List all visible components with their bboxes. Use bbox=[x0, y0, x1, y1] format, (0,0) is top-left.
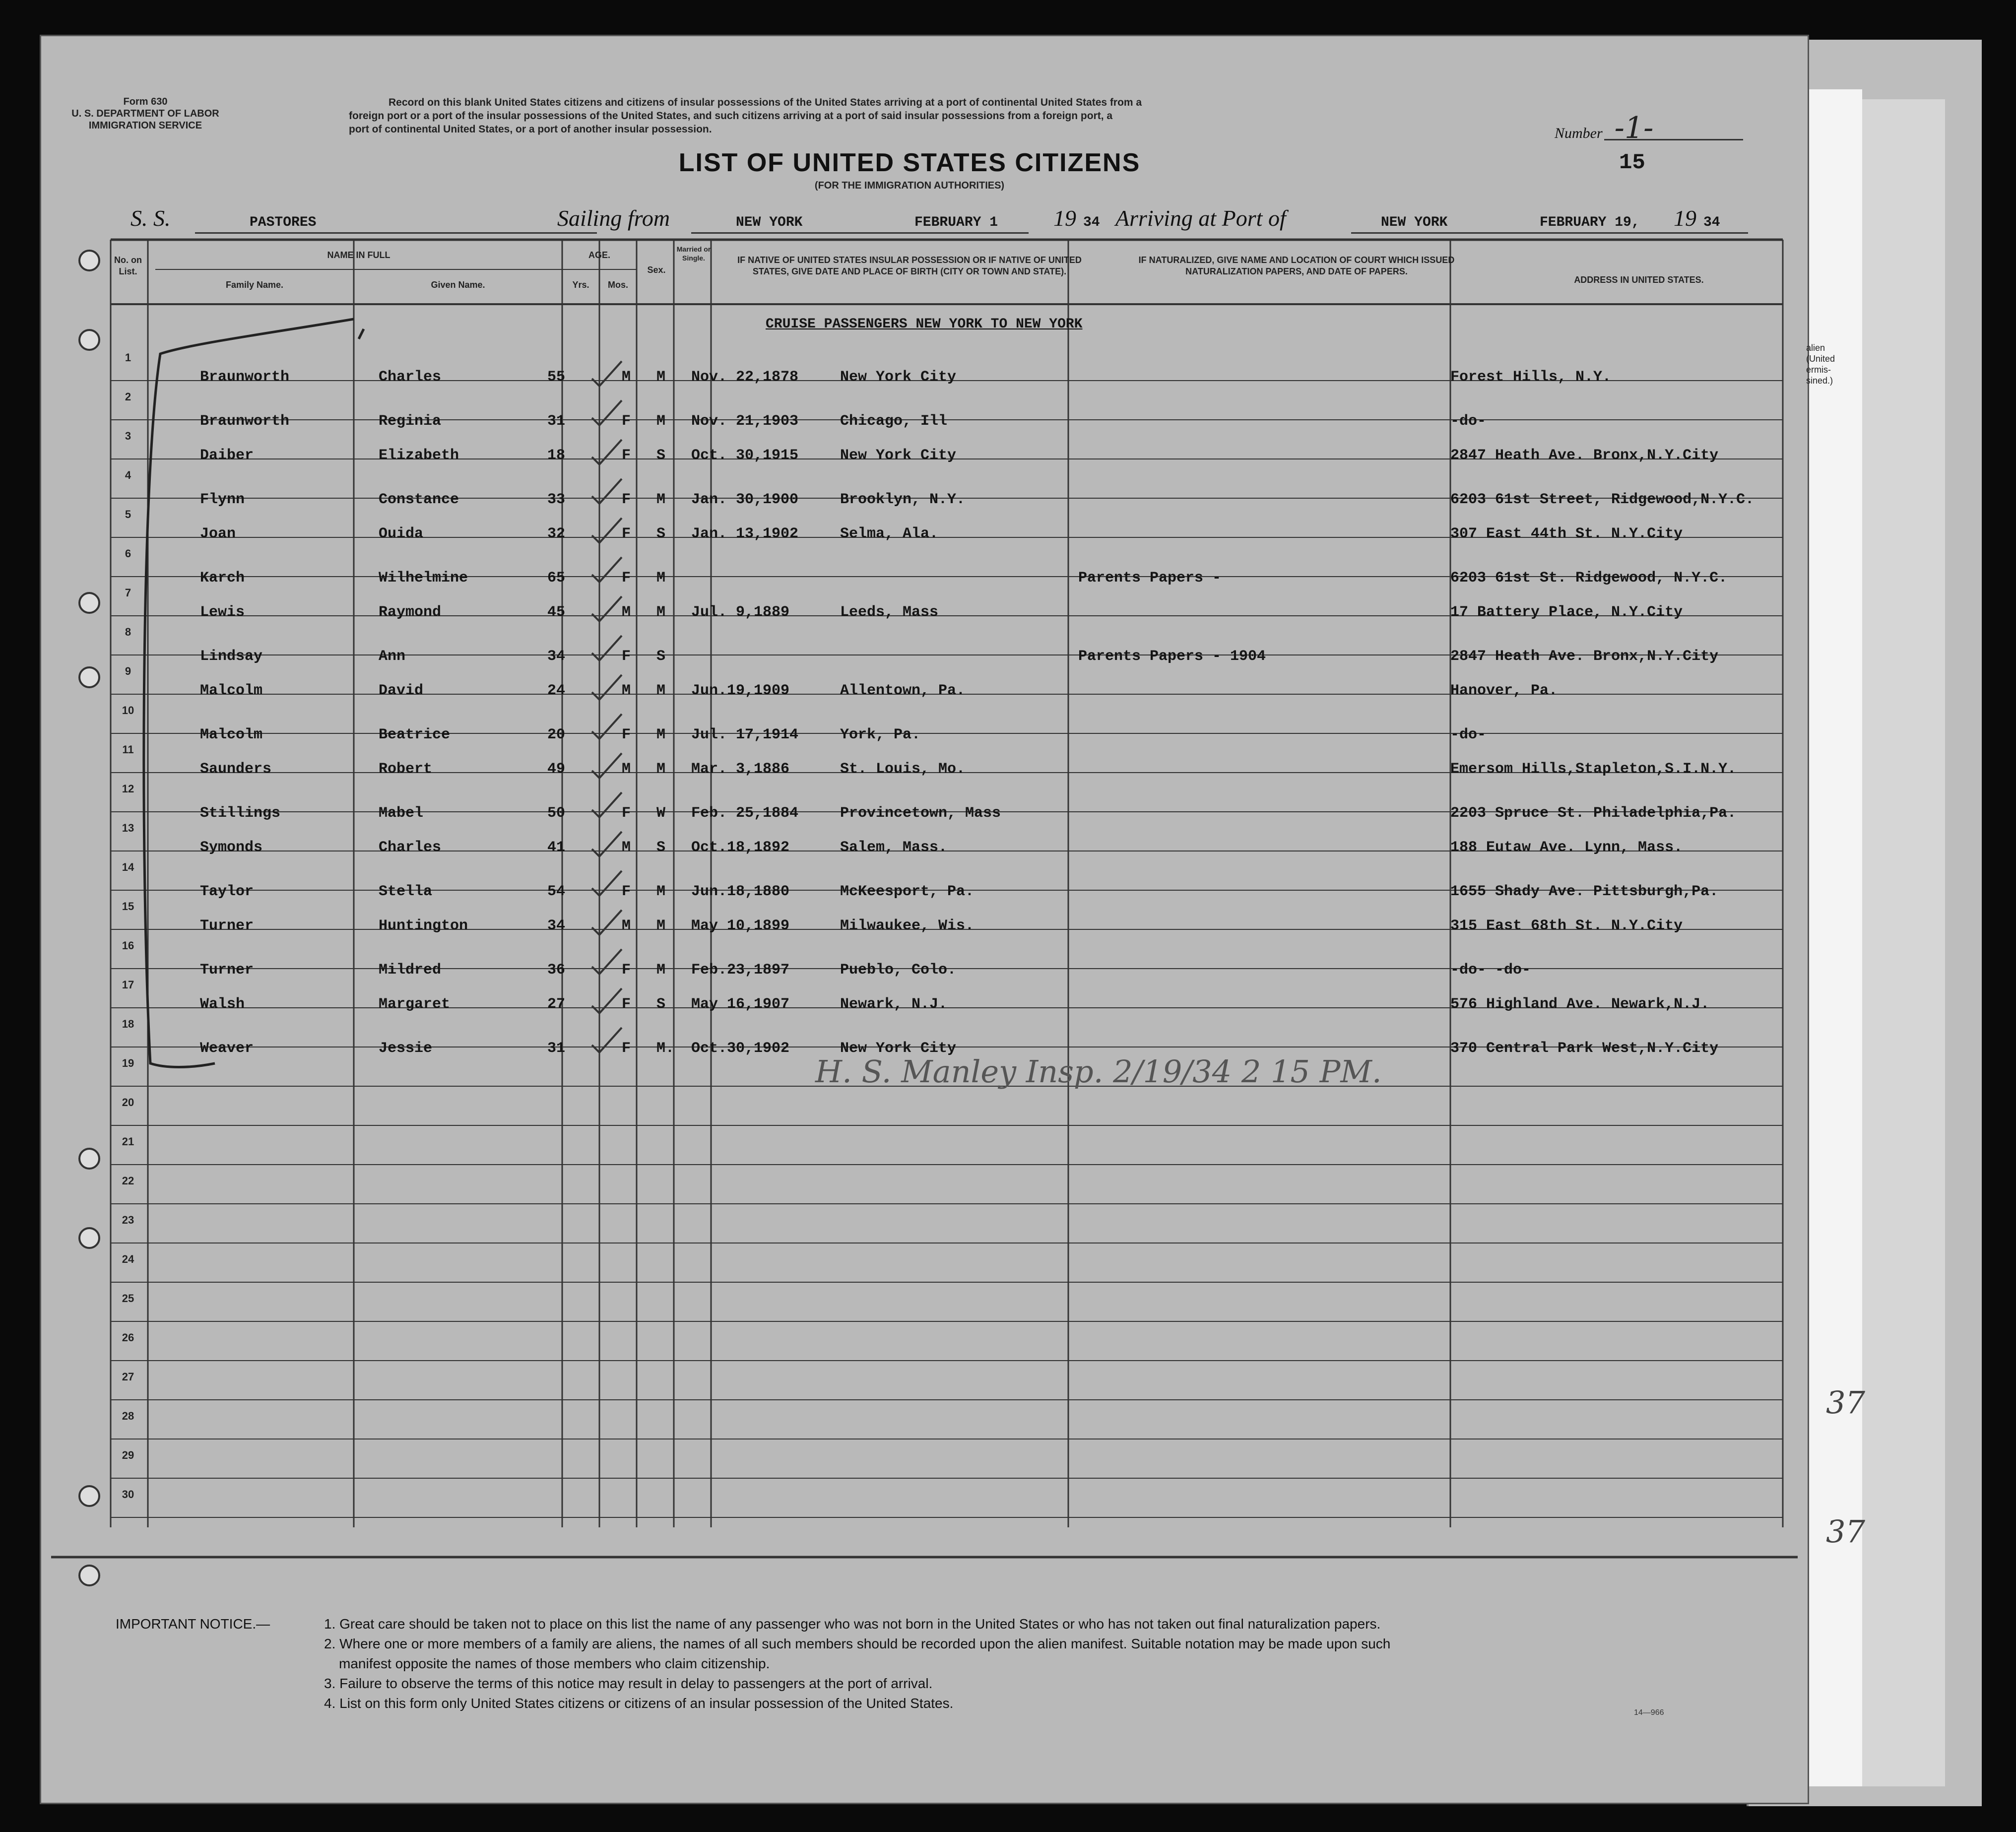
age: 54 bbox=[547, 883, 566, 900]
list-subtitle: (FOR THE IMMIGRATION AUTHORITIES) bbox=[814, 180, 1005, 191]
given-name: Huntington bbox=[379, 917, 468, 934]
age: 55 bbox=[547, 369, 566, 386]
family-name: Taylor bbox=[200, 883, 254, 900]
sex: F bbox=[622, 883, 631, 900]
col-address: ADDRESS IN UNITED STATES. bbox=[1574, 275, 1704, 285]
sex: F bbox=[622, 996, 631, 1013]
punch-hole bbox=[78, 329, 100, 351]
given-name: Mabel bbox=[379, 805, 424, 822]
sex: M bbox=[622, 604, 631, 621]
sex: M bbox=[622, 369, 631, 386]
naturalization: Parents Papers - 1904 bbox=[1078, 648, 1266, 665]
form-number: Form 630 bbox=[123, 96, 168, 107]
notice-item-3: 3. Failure to observe the terms of this notice may result in delay to passengers at the port of arrival. bbox=[324, 1676, 933, 1691]
birth-place: Provincetown, Mass bbox=[840, 805, 1001, 822]
address: -do- -do- bbox=[1450, 962, 1531, 979]
address: 2203 Spruce St. Philadelphia,Pa. bbox=[1450, 805, 1737, 822]
record-line-3: port of continental United States, or a port of another insular possession. bbox=[349, 124, 712, 135]
punch-hole bbox=[78, 1565, 100, 1586]
record-line-1: Record on this blank United States citizens and citizens of insular possessions of the United States arriving at a port of continental United States from a bbox=[389, 97, 1142, 108]
given-name: Reginia bbox=[379, 413, 442, 430]
marital-status: M bbox=[656, 570, 666, 587]
family-name: Braunworth bbox=[200, 369, 290, 386]
given-name: Jessie bbox=[379, 1040, 433, 1057]
marital-status: M bbox=[656, 962, 666, 979]
sex: F bbox=[622, 1040, 631, 1057]
birth-place: Leeds, Mass bbox=[840, 604, 939, 621]
birth-date: Jan. 30,1900 bbox=[691, 491, 799, 508]
given-name: David bbox=[379, 682, 424, 699]
row-number: 3 bbox=[125, 430, 131, 442]
sex: M bbox=[622, 682, 631, 699]
family-name: Lewis bbox=[200, 604, 245, 621]
birth-place: York, Pa. bbox=[840, 726, 921, 743]
birth-place: Salem, Mass. bbox=[840, 839, 948, 856]
sailing-date: FEBRUARY 1 bbox=[914, 215, 998, 230]
col-naturalized: IF NATURALIZED, GIVE NAME AND LOCATION OF COURT WHICH ISSUED NATURALIZATION PAPERS, AND DATE OF PAPERS. bbox=[1138, 255, 1455, 276]
birth-date: Jun.19,1909 bbox=[691, 682, 790, 699]
marital-status: S bbox=[656, 996, 666, 1013]
row-number: 1 bbox=[125, 351, 131, 364]
notice-item-1: 1. Great care should be taken not to place on this list the name of any passenger who was not born in the United States or who has not taken out final naturalization papers. bbox=[324, 1616, 1381, 1632]
row-number: 17 bbox=[122, 979, 134, 991]
address: 6203 61st Street, Ridgewood,N.Y.C. bbox=[1450, 491, 1755, 508]
birth-date: Nov. 21,1903 bbox=[691, 413, 799, 430]
address: 17 Battery Place, N.Y.City bbox=[1450, 604, 1683, 621]
family-name: Stillings bbox=[200, 805, 281, 822]
sex: F bbox=[622, 570, 631, 587]
family-name: Lindsay bbox=[200, 648, 263, 665]
age: 32 bbox=[547, 525, 566, 542]
col-mos: Mos. bbox=[607, 280, 628, 290]
age: 49 bbox=[547, 761, 566, 778]
sex: F bbox=[622, 648, 631, 665]
record-line-2: foreign port or a port of the insular possessions of the United States, and such citizens arriving at a port of said insular possessions from a foreign port, a bbox=[349, 110, 1113, 122]
birth-date: Jul. 17,1914 bbox=[691, 726, 799, 743]
row-number: 16 bbox=[122, 939, 134, 952]
row-number: 6 bbox=[125, 547, 131, 560]
marital-status: W bbox=[656, 805, 666, 822]
given-name: Ann bbox=[379, 648, 406, 665]
given-name: Raymond bbox=[379, 604, 442, 621]
arriving-year: 34 bbox=[1703, 215, 1720, 230]
age: 20 bbox=[547, 726, 566, 743]
marital-status: M bbox=[656, 917, 666, 934]
birth-place: Selma, Ala. bbox=[840, 525, 939, 542]
address: Hanover, Pa. bbox=[1450, 682, 1558, 699]
col-native: IF NATIVE OF UNITED STATES INSULAR POSSESSION OR IF NATIVE OF UNITED STATES, GIVE DATE AND PLACE OF BIRTH (CITY OR TOWN AND STATE). bbox=[737, 255, 1082, 276]
family-name: Weaver bbox=[200, 1040, 254, 1057]
row-number: 27 bbox=[122, 1371, 134, 1383]
row-number: 23 bbox=[122, 1214, 134, 1226]
number-label: Number bbox=[1555, 125, 1603, 141]
number-value: -1- bbox=[1614, 111, 1654, 145]
marital-status: M. bbox=[656, 1040, 675, 1057]
marital-status: M bbox=[656, 413, 666, 430]
row-number: 5 bbox=[125, 508, 131, 521]
row-number: 19 bbox=[122, 1057, 134, 1069]
family-name: Malcolm bbox=[200, 726, 263, 743]
address: 2847 Heath Ave. Bronx,N.Y.City bbox=[1450, 648, 1719, 665]
sex: M bbox=[622, 917, 631, 934]
row-number: 30 bbox=[122, 1488, 134, 1501]
given-name: Charles bbox=[379, 839, 442, 856]
col-name-in-full: NAME IN FULL bbox=[327, 250, 390, 260]
row-number: 21 bbox=[122, 1135, 134, 1148]
marital-status: M bbox=[656, 726, 666, 743]
age: 36 bbox=[547, 962, 566, 979]
birth-date: Jan. 13,1902 bbox=[691, 525, 799, 542]
age: 31 bbox=[547, 1040, 566, 1057]
age: 50 bbox=[547, 805, 566, 822]
birth-date: Mar. 3,1886 bbox=[691, 761, 790, 778]
age: 24 bbox=[547, 682, 566, 699]
row-number: 25 bbox=[122, 1292, 134, 1305]
arriving-label: Arriving at Port of bbox=[1115, 205, 1286, 231]
notice-label: IMPORTANT NOTICE.— bbox=[116, 1616, 270, 1632]
row-number: 18 bbox=[122, 1018, 134, 1030]
marital-status: M bbox=[656, 682, 666, 699]
birth-place: St. Louis, Mo. bbox=[840, 761, 966, 778]
birth-place: McKeesport, Pa. bbox=[840, 883, 975, 900]
family-name: Turner bbox=[200, 917, 254, 934]
arriving-date: FEBRUARY 19, bbox=[1540, 215, 1640, 230]
address: 370 Central Park West,N.Y.City bbox=[1450, 1040, 1719, 1057]
inspector-signature: H. S. Manley Insp. 2/19/34 2 15 PM. bbox=[815, 1053, 1382, 1090]
family-name: Braunworth bbox=[200, 413, 290, 430]
punch-hole bbox=[78, 1485, 100, 1507]
birth-date: Oct.18,1892 bbox=[691, 839, 790, 856]
address: 188 Eutaw Ave. Lynn, Mass. bbox=[1450, 839, 1683, 856]
marital-status: M bbox=[656, 604, 666, 621]
notice-item-4: 4. List on this form only United States citizens or citizens of an insular possession of the United States. bbox=[324, 1696, 954, 1711]
sailing-year: 34 bbox=[1083, 215, 1100, 230]
family-name: Symonds bbox=[200, 839, 263, 856]
row-number: 7 bbox=[125, 587, 131, 599]
marital-status: S bbox=[656, 447, 666, 464]
family-name: Karch bbox=[200, 570, 245, 587]
arriving-year-prefix: 19 bbox=[1674, 205, 1696, 231]
sailing-port: NEW YORK bbox=[736, 215, 803, 230]
address: Emersom Hills,Stapleton,S.I.N.Y. bbox=[1450, 761, 1737, 778]
form-code: 14—966 bbox=[1634, 1708, 1664, 1717]
birth-date: Nov. 22,1878 bbox=[691, 369, 799, 386]
birth-place: Pueblo, Colo. bbox=[840, 962, 957, 979]
age: 18 bbox=[547, 447, 566, 464]
sex: F bbox=[622, 726, 631, 743]
marital-status: S bbox=[656, 648, 666, 665]
birth-place: Milwaukee, Wis. bbox=[840, 917, 975, 934]
naturalization: Parents Papers - bbox=[1078, 570, 1222, 587]
family-name: Turner bbox=[200, 962, 254, 979]
sex: F bbox=[622, 491, 631, 508]
col-yrs: Yrs. bbox=[572, 280, 589, 290]
col-given-name: Given Name. bbox=[431, 280, 485, 290]
important-notice bbox=[116, 1614, 1778, 1713]
birth-date: Jun.18,1880 bbox=[691, 883, 790, 900]
birth-place: Brooklyn, N.Y. bbox=[840, 491, 966, 508]
given-name: Charles bbox=[379, 369, 442, 386]
age: 41 bbox=[547, 839, 566, 856]
manifest-page bbox=[40, 35, 1809, 1804]
address: -do- bbox=[1450, 726, 1487, 743]
row-number: 24 bbox=[122, 1253, 134, 1265]
punch-hole bbox=[78, 1227, 100, 1249]
handwritten-marks bbox=[41, 36, 1808, 1803]
cruise-banner: CRUISE PASSENGERS NEW YORK TO NEW YORK bbox=[766, 317, 1083, 332]
birth-date: Oct.30,1902 bbox=[691, 1040, 790, 1057]
birth-date: May 10,1899 bbox=[691, 917, 790, 934]
given-name: Margaret bbox=[379, 996, 451, 1013]
sex: M bbox=[622, 839, 631, 856]
row-number: 2 bbox=[125, 391, 131, 403]
sailing-label: Sailing from bbox=[557, 205, 670, 231]
age: 34 bbox=[547, 648, 566, 665]
given-name: Mildred bbox=[379, 962, 442, 979]
row-number: 10 bbox=[122, 704, 134, 717]
birth-place: Newark, N.J. bbox=[840, 996, 948, 1013]
row-number: 15 bbox=[122, 900, 134, 913]
row-number: 22 bbox=[122, 1175, 134, 1187]
age: 34 bbox=[547, 917, 566, 934]
punch-hole bbox=[78, 592, 100, 614]
address: -do- bbox=[1450, 413, 1487, 430]
row-number: 13 bbox=[122, 822, 134, 834]
address: 1655 Shady Ave. Pittsburgh,Pa. bbox=[1450, 883, 1719, 900]
arriving-port: NEW YORK bbox=[1381, 215, 1448, 230]
given-name: Stella bbox=[379, 883, 433, 900]
family-name: Malcolm bbox=[200, 682, 263, 699]
row-number: 29 bbox=[122, 1449, 134, 1461]
given-name: Ouida bbox=[379, 525, 424, 542]
notice-item-2: 2. Where one or more members of a family are aliens, the names of all such members should be recorded upon the alien manifest. Suitable notation may be made upon such bbox=[324, 1636, 1391, 1651]
age: 31 bbox=[547, 413, 566, 430]
given-name: Wilhelmine bbox=[379, 570, 468, 587]
sex: F bbox=[622, 413, 631, 430]
age: 33 bbox=[547, 491, 566, 508]
col-age: AGE. bbox=[588, 250, 610, 260]
given-name: Beatrice bbox=[379, 726, 451, 743]
punch-hole bbox=[78, 666, 100, 688]
margin-mark-2: 37 bbox=[1826, 1513, 1865, 1550]
birth-date: Jul. 9,1889 bbox=[691, 604, 790, 621]
birth-place: Allentown, Pa. bbox=[840, 682, 966, 699]
row-number: 12 bbox=[122, 783, 134, 795]
col-no: No. on List. bbox=[114, 255, 142, 276]
given-name: Constance bbox=[379, 491, 459, 508]
given-name: Robert bbox=[379, 761, 433, 778]
birth-date: Oct. 30,1915 bbox=[691, 447, 799, 464]
birth-place: Chicago, Ill bbox=[840, 413, 948, 430]
address: 307 East 44th St. N.Y.City bbox=[1450, 525, 1683, 542]
col-family-name: Family Name. bbox=[225, 280, 284, 290]
given-name: Elizabeth bbox=[379, 447, 459, 464]
row-number: 26 bbox=[122, 1331, 134, 1344]
ss-label: S. S. bbox=[130, 205, 171, 231]
sex: F bbox=[622, 525, 631, 542]
row-number: 4 bbox=[125, 469, 131, 481]
age: 27 bbox=[547, 996, 566, 1013]
age: 65 bbox=[547, 570, 566, 587]
row-number: 9 bbox=[125, 665, 131, 677]
list-title: LIST OF UNITED STATES CITIZENS bbox=[678, 148, 1141, 177]
sex: F bbox=[622, 805, 631, 822]
marital-status: M bbox=[656, 761, 666, 778]
marital-status: S bbox=[656, 525, 666, 542]
row-number: 8 bbox=[125, 626, 131, 638]
address: 2847 Heath Ave. Bronx,N.Y.City bbox=[1450, 447, 1719, 464]
punch-hole bbox=[78, 250, 100, 271]
row-number: 20 bbox=[122, 1096, 134, 1109]
department: U. S. DEPARTMENT OF LABOR bbox=[71, 108, 219, 119]
margin-note: alien (United ermis-sined.) bbox=[1806, 343, 1835, 386]
service: IMMIGRATION SERVICE bbox=[88, 120, 202, 131]
birth-date: Feb. 25,1884 bbox=[691, 805, 799, 822]
family-name: Joan bbox=[200, 525, 236, 542]
sailing-year-prefix: 19 bbox=[1053, 205, 1076, 231]
row-number: 28 bbox=[122, 1410, 134, 1422]
page-stamp: 15 bbox=[1619, 150, 1645, 175]
row-number: 11 bbox=[122, 743, 134, 756]
family-name: Flynn bbox=[200, 491, 245, 508]
birth-date: Feb.23,1897 bbox=[691, 962, 790, 979]
birth-place: New York City bbox=[840, 369, 957, 386]
sex: F bbox=[622, 447, 631, 464]
address: 6203 61st St. Ridgewood, N.Y.C. bbox=[1450, 570, 1728, 587]
marital-status: M bbox=[656, 491, 666, 508]
birth-place: New York City bbox=[840, 447, 957, 464]
marital-status: M bbox=[656, 369, 666, 386]
family-name: Saunders bbox=[200, 761, 272, 778]
address: 315 East 68th St. N.Y.City bbox=[1450, 917, 1683, 934]
birth-date: May 16,1907 bbox=[691, 996, 790, 1013]
notice-item-2-cont: manifest opposite the names of those members who claim citizenship. bbox=[339, 1656, 770, 1671]
col-sex: Sex. bbox=[647, 265, 666, 275]
address: Forest Hills, N.Y. bbox=[1450, 369, 1612, 386]
col-married: Married or Single. bbox=[676, 245, 711, 262]
age: 45 bbox=[547, 604, 566, 621]
sex: M bbox=[622, 761, 631, 778]
address: 576 Highland Ave. Newark,N.J. bbox=[1450, 996, 1710, 1013]
marital-status: S bbox=[656, 839, 666, 856]
family-name: Daiber bbox=[200, 447, 254, 464]
row-number: 14 bbox=[122, 861, 134, 873]
family-name: Walsh bbox=[200, 996, 245, 1013]
punch-hole bbox=[78, 1148, 100, 1170]
ship-name: PASTORES bbox=[250, 215, 317, 230]
birth-place: New York City bbox=[840, 1040, 957, 1057]
marital-status: M bbox=[656, 883, 666, 900]
sex: F bbox=[622, 962, 631, 979]
margin-mark-1: 37 bbox=[1826, 1384, 1865, 1421]
